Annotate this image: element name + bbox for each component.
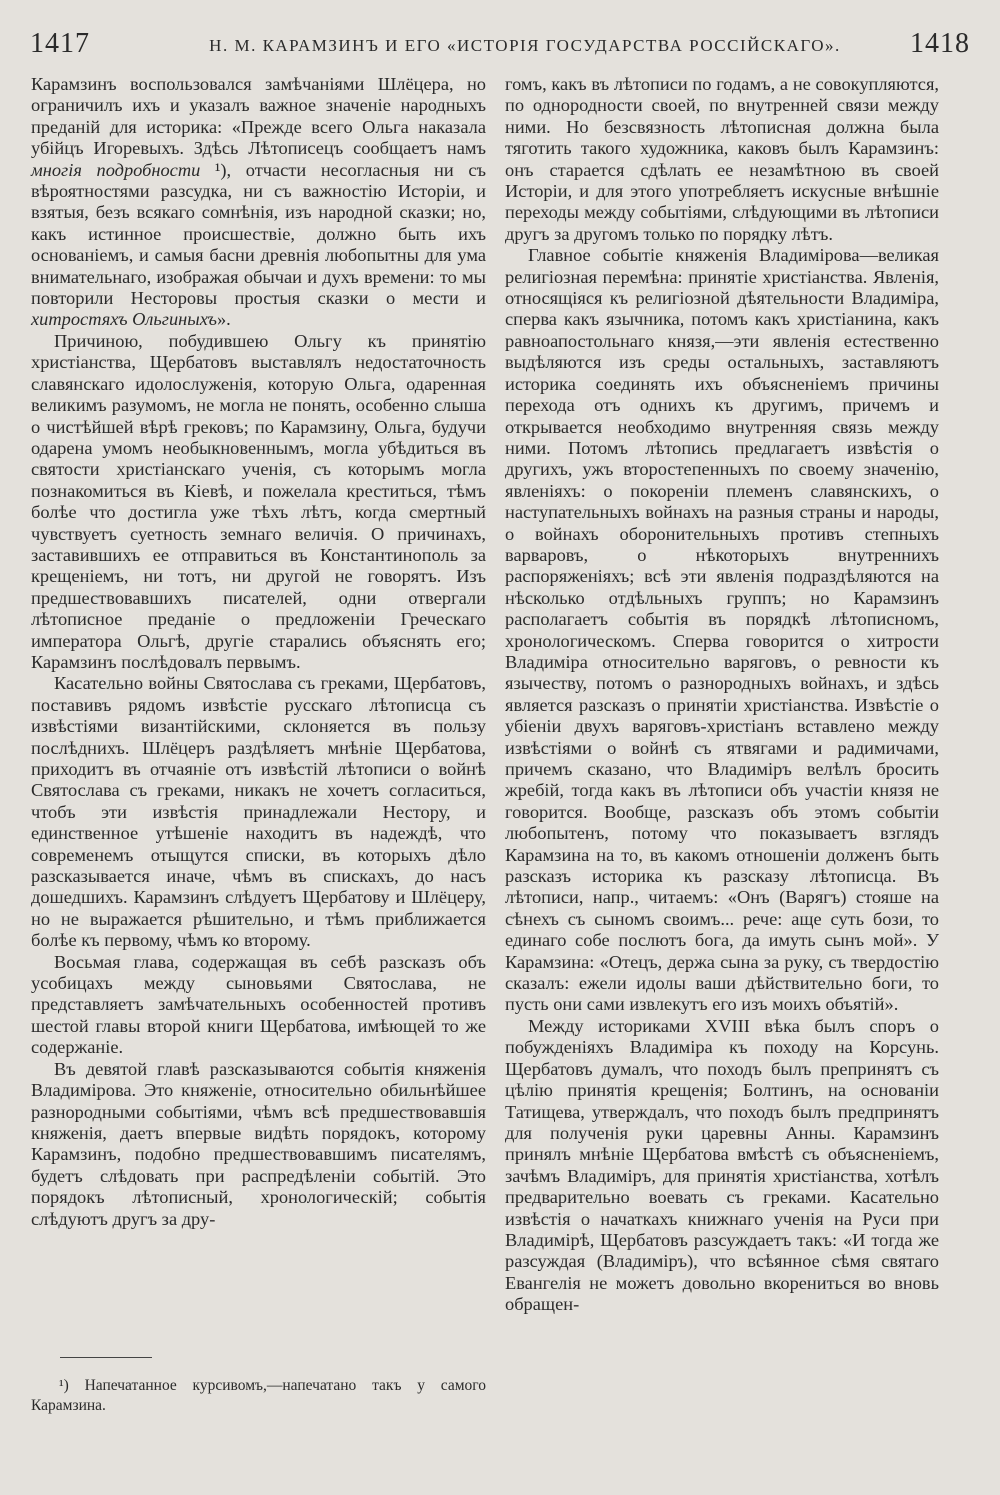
paragraph-eighth-chapter: Восьмая глава, содержащая въ себѣ разсказъ объ усобицахъ между сыновьями Святослава, не представляетъ замѣчательныхъ особенностей противъ шестой главы второй книги Щербатова, имѣющей то же содержаніе.: [31, 951, 486, 1058]
paragraph-vladimir-reign: Главное событіе княженія Владимірова—великая религіозная перемѣна: принятіе христіанства. Явленія, относящіяся къ религіозной дѣятельности Владиміра, сперва какъ язычника, потомъ какъ христіанина, какъ равноапостольнаго князя,—эти явленія естественно выдѣляются изъ среды остальныхъ, заставляютъ историка соединять ихъ объясненіемъ причины перехода отъ однихъ къ другимъ, причемъ и открывается необходимо внутренняя связь между ними. Потомъ лѣтопись предлагаетъ извѣстія о другихъ, ужъ второстепенныхъ по своему значенію, явленіяхъ: о покореніи племенъ славянскихъ, о наступательныхъ войнахъ на разныя страны и народы, о войнахъ оборонительныхъ противъ степныхъ варваровъ, о нѣкоторыхъ внутреннихъ распоряженіяхъ; всѣ эти явленія подраздѣляются на нѣсколько отдѣльныхъ группъ; но Карамзинъ располагаетъ событія въ порядкѣ лѣтописномъ, хронологическомъ. Сперва говорится о хитрости Владиміра относительно варяговъ, о ревности къ язычеству, потомъ о разнородныхъ войнахъ, и здѣсь является разсказъ о принятіи христіанства. Извѣстіе о убіеніи двухъ варяговъ-христіанъ вставлено между извѣстіями о войнѣ съ ятвягами и радимичами, причемъ сказано, что Владиміръ велѣлъ бросить жребій, тогда какъ въ лѣтописи объ участіи князя не говорится. Вообще, разсказъ объ этомъ событіи любопытенъ, потому что показываетъ взглядъ Карамзина на то, въ какомъ отношеніи долженъ быть разсказъ историка къ разсказу лѣтописца. Въ лѣтописи, напр., читаемъ: «Онъ (Варягъ) стояше на сѣнехъ съ сыномъ своимъ... рече: аще суть бози, то единаго собе послютъ бога, да имуть сынъ мой». У Карамзина: «Отецъ, держа сына за руку, съ твердостію сказалъ: ежели идолы ваши дѣйствительно боги, то пусть они сами извлекутъ его изъ моихъ объятій».: [505, 245, 939, 1015]
paragraph-karamzin-schlozer: [31, 74, 486, 331]
running-header: [30, 28, 970, 68]
running-title: Н. М. КАРАМЗИНЪ И ЕГО «ИСТОРІЯ ГОСУДАРСТВА РОССІЙСКАГО».: [209, 36, 841, 55]
paragraph-text: Карамзинъ воспользовался замѣчаніями Шлёцера, но ограничилъ ихъ и указалъ важное значеніе народныхъ преданій для историка: «Прежде всего Ольга наказала убійцъ Игоревыхъ. Здѣсь Лѣтописецъ сообщаетъ намъ: [31, 74, 486, 159]
footnote-divider: [60, 1357, 152, 1358]
italic-phrase: хитростяхъ Ольгиныхъ: [31, 309, 217, 330]
paragraph-ninth-chapter: Въ девятой главѣ разсказываются событія княженія Владимірова. Это княженіе, относительно обильнѣйшее разнородными событіями, чѣмъ всѣ предшествовавшія княженія, даетъ впервые видѣть порядокъ, которому Карамзинъ, подобно предшествовавшимъ писателямъ, будетъ слѣдовать при распредѣленіи событій. Это порядокъ лѣтописный, хронологическій; событія слѣдуютъ другъ за дру-: [31, 1058, 486, 1229]
paragraph-olga-christianity: Причиною, побудившею Ольгу къ принятію христіанства, Щербатовъ выставлялъ недостаточность славянскаго идолослуженія, которую Ольга, одаренная великимъ разумомъ, не могла не понять, особенно слыша о чистѣйшей вѣрѣ грековъ; по Карамзину, Ольга, будучи одарена умомъ необыкновеннымъ, могла убѣдиться въ святости христіанскаго ученія, съ которымъ могла познакомиться въ Кіевѣ, и пожелала креститься, тѣмъ болѣе что достигла уже тѣхъ лѣтъ, когда смертный чувствуетъ суетность земнаго величія. О причинахъ, заставившихъ ее отправиться въ Константинополь за крещеніемъ, ни тотъ, ни другой не говорятъ. Изъ предшествовавшихъ писателей, одни отвергали лѣтописное преданіе о предложеніи Греческаго императора Ольгѣ, другіе старались объяснять его; Карамзинъ послѣдовалъ первымъ.: [31, 330, 486, 672]
page-number-left: 1417: [30, 28, 90, 59]
paragraph-chronicle-order: гомъ, какъ въ лѣтописи по годамъ, а не совокупляются, по однородности своей, по внутренней связи между ними. Но безсвязность лѣтописная должна была тяготить такого художника, каковъ былъ Карамзинъ: онъ старается сдѣлать ее незамѣтною въ своей Исторіи, и для этого употребляетъ искусные внѣшніе переходы между событіями, слѣдующими въ лѣтописи другъ за другомъ только по порядку лѣтъ.: [505, 74, 939, 244]
footnote-text: ¹) Напечатанное курсивомъ,—напечатано такъ у самого Карамзина.: [31, 1377, 486, 1414]
right-column: [505, 74, 939, 1316]
paragraph-text: ».: [216, 309, 231, 330]
footnote: [31, 1376, 486, 1416]
paragraph-text: ¹), отчасти несогласныя ни съ вѣроятностями разсудка, ни съ важностію Исторіи, и взятыя, безъ всякаго сомнѣнія, изъ народной сказки; но, какъ истинное происшествіе, должно быть ихъ основаніемъ, и самыя басни древнія любопытны для ума внимательнаго, изображая обычаи и духъ времени: то мы повторили Несторовы простыя сказки о мести и: [31, 159, 486, 309]
paragraph-korsun-campaign: Между историками XVIII вѣка былъ споръ о побужденіяхъ Владиміра къ походу на Корсунь. Щербатовъ думалъ, что походъ былъ препринятъ съ цѣлію принятія крещенія; Болтинъ, на основаніи Татищева, утверждалъ, что походъ былъ предпринятъ для полученія руки царевны Анны. Карамзинъ принялъ мнѣніе Щербатова вмѣстѣ съ объясненіемъ, зачѣмъ Владиміръ, для принятія христіанства, хотѣлъ предварительно воевать съ греками. Касательно извѣстія о начаткахъ книжнаго ученія на Руси при Владимірѣ, Щербатовъ разсуждаетъ такъ: «И тогда же разсуждая (Владиміръ), что всѣянное сѣмя святаго Евангелія не можетъ довольно вкорениться во вновь обращен-: [505, 1015, 939, 1315]
italic-phrase: многія подробности: [31, 159, 201, 180]
paragraph-svyatoslav-war: Касательно войны Святослава съ греками, Щербатовъ, поставивъ рядомъ извѣстіе русскаго лѣтописца съ извѣстіями византійскими, склоняется въ пользу послѣднихъ. Шлёцеръ раздѣляетъ мнѣніе Щербатова, приходитъ въ отчаяніе отъ извѣстій лѣтописи о войнѣ Святослава съ греками, никакъ не хочетъ согласиться, чтобъ эти извѣстія принадлежали Нестору, и единственное утѣшеніе находитъ въ надеждѣ, что современемъ отыщутся списки, въ которыхъ дѣло разсказывается иначе, чѣмъ въ спискахъ, до насъ дошедшихъ. Карамзинъ слѣдуетъ Щербатову и Шлёцеру, но не выражается рѣшительно, и тѣмъ приближается болѣе къ первому, чѣмъ ко второму.: [31, 673, 486, 951]
left-column: [31, 74, 486, 1230]
page-number-right: 1418: [910, 28, 970, 59]
